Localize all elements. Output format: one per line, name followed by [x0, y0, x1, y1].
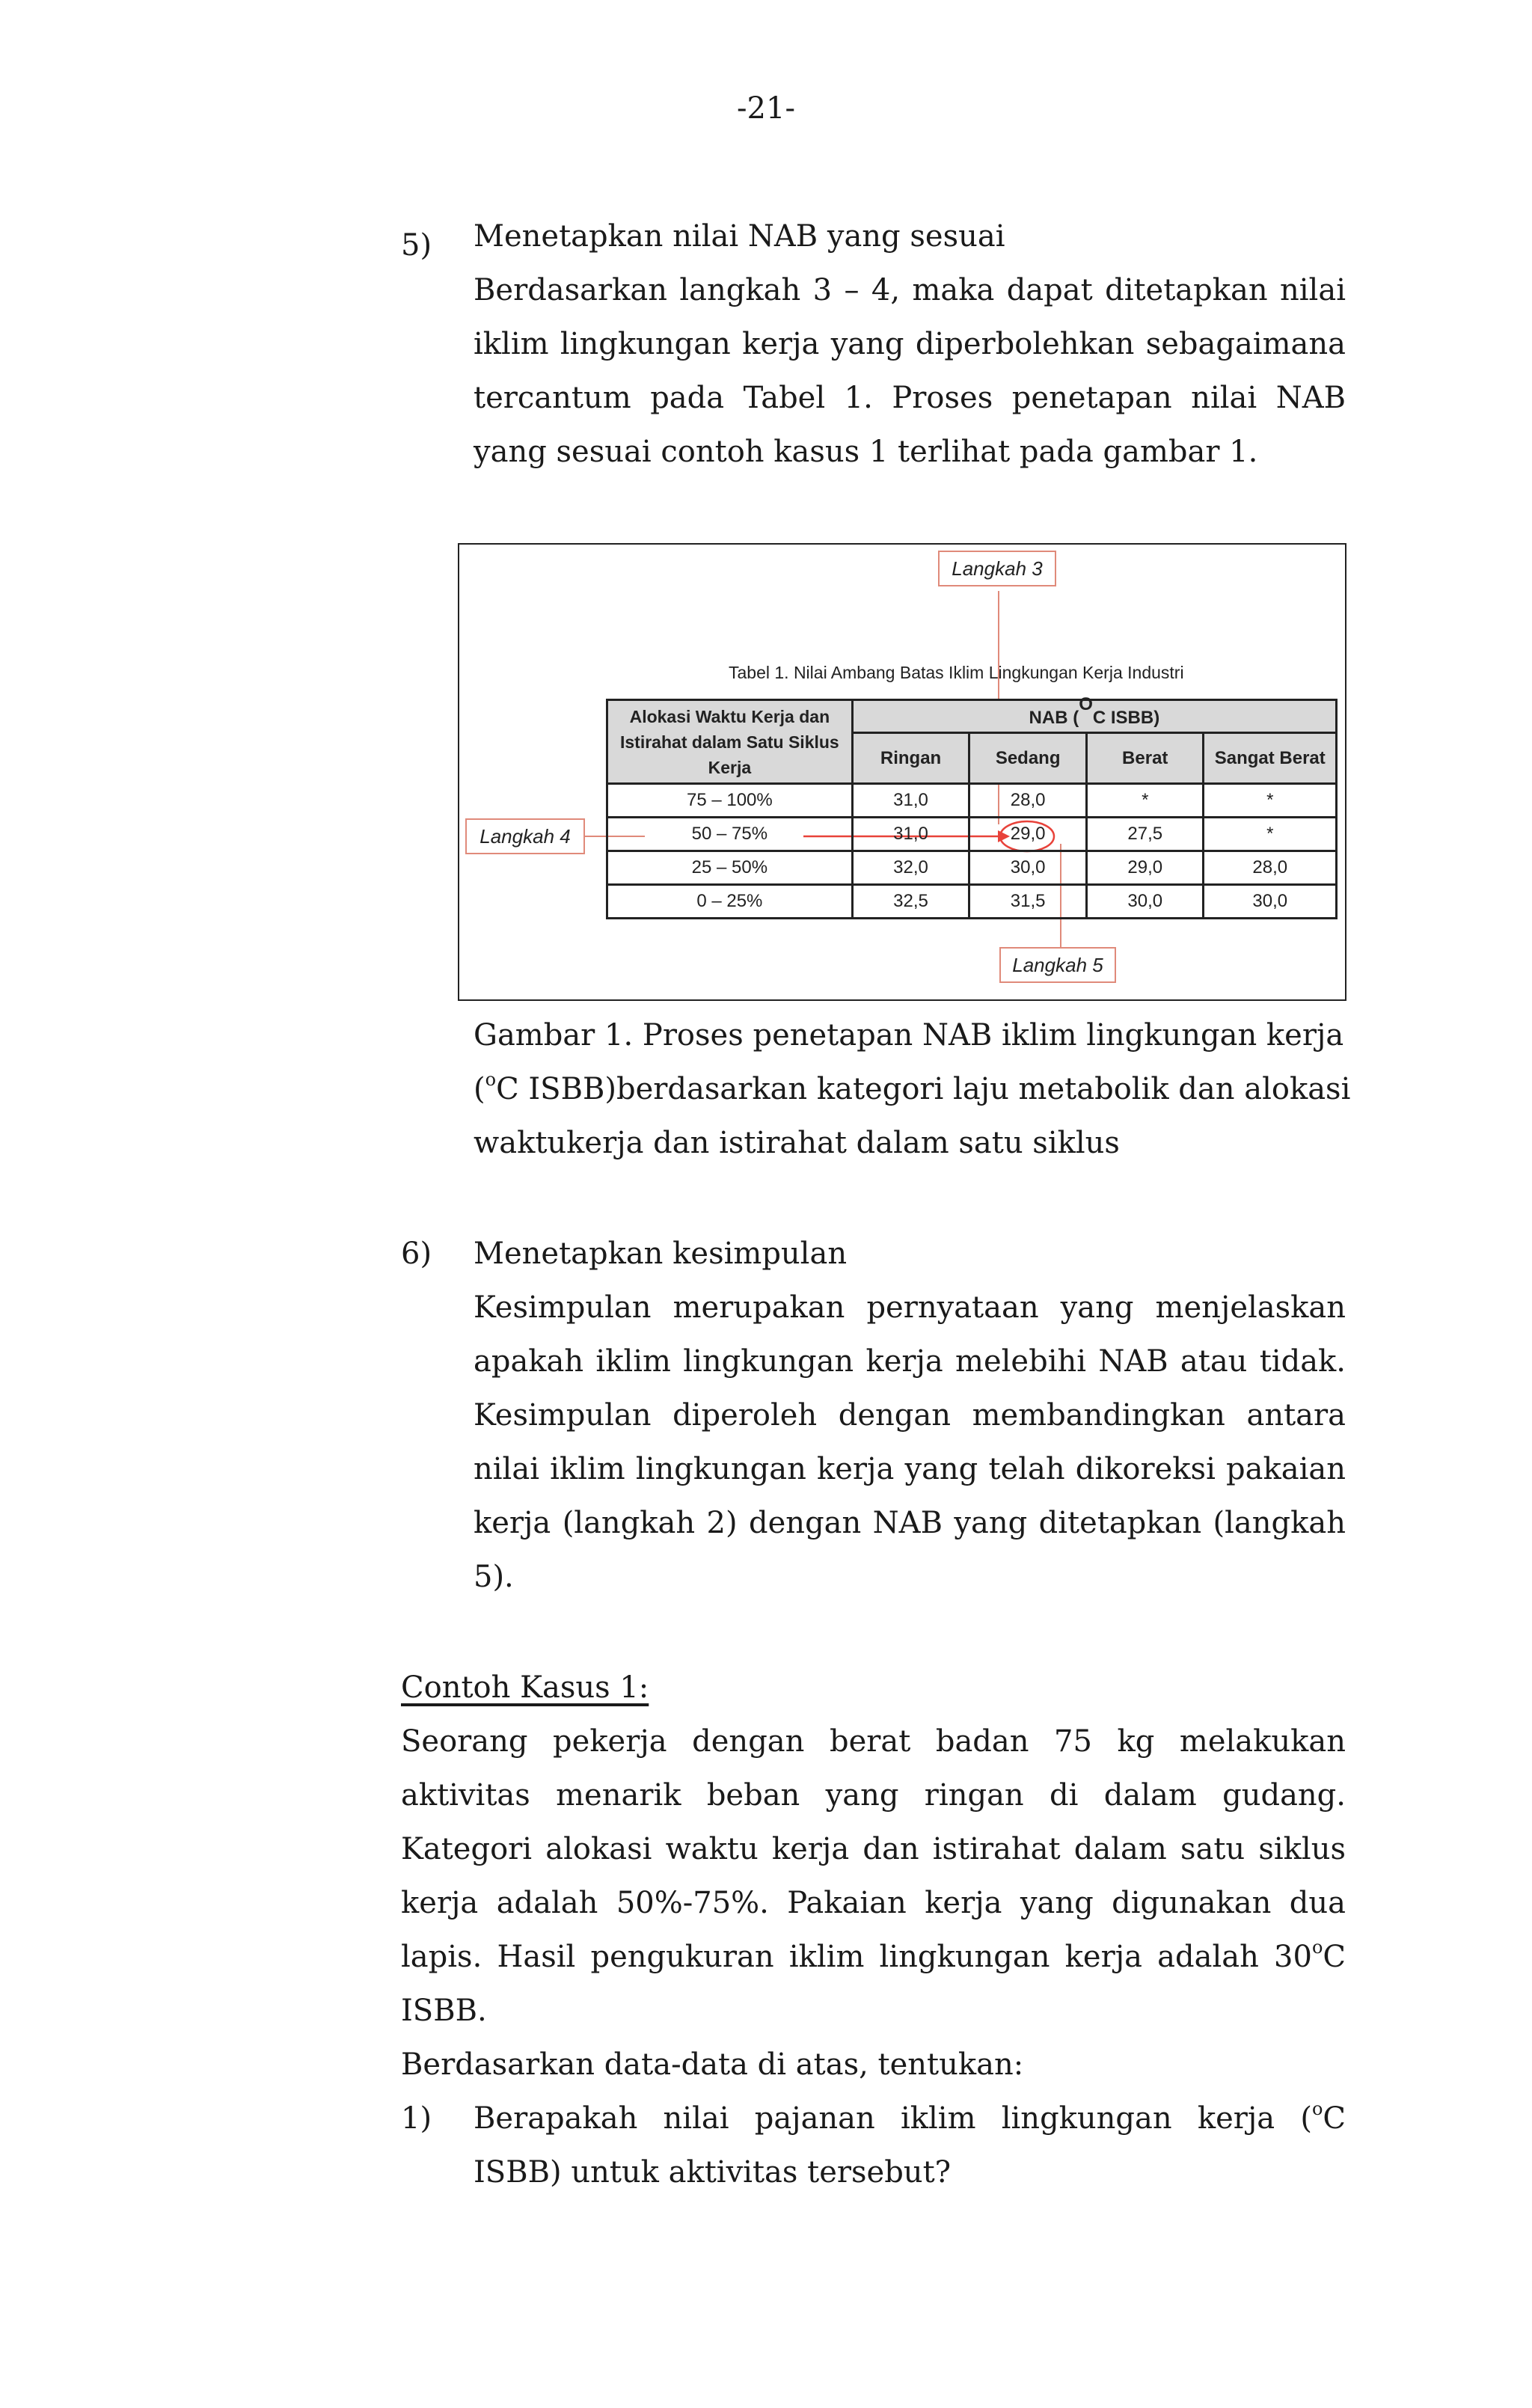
subheader-ringan: Ringan [852, 733, 969, 784]
section-5-body: Berdasarkan langkah 3 – 4, maka dapat ditetapkan nilai iklim lingkungan kerja yang diperbolehkan sebagaimana tercantum pada Tabel 1. Proses penetapan nilai NAB yang sesuai contoh kasus 1 terlihat pada gambar 1. [474, 273, 1346, 469]
cell-value: 29,0 [1086, 851, 1204, 885]
cell-value: 28,0 [1204, 851, 1337, 885]
cell-alokasi: 0 – 25% [607, 885, 853, 919]
section-5-heading: Menetapkan nilai NAB yang sesuai [474, 219, 1005, 254]
figure-caption-line-3: waktukerja dan istirahat dalam satu siklus [474, 1126, 1120, 1160]
cell-value: 30,0 [969, 851, 1087, 885]
cell-value: 31,5 [969, 885, 1087, 919]
header-allocation: Alokasi Waktu Kerja dan Istirahat dalam Satu Siklus Kerja [607, 700, 853, 784]
section-6-heading: Menetapkan kesimpulan [474, 1237, 848, 1271]
cell-value: 27,5 [1086, 818, 1204, 851]
table-row [607, 784, 1337, 818]
cell-value-selected: 29,0 [969, 818, 1087, 851]
cell-value: 30,0 [1086, 885, 1204, 919]
section-6-number: 6) [401, 1237, 432, 1271]
question-1-number: 1) [401, 2101, 432, 2136]
subheader-sangat-berat: Sangat Berat [1204, 733, 1337, 784]
subheader-berat: Berat [1086, 733, 1204, 784]
cell-value: 31,0 [852, 784, 969, 818]
langkah-4-callout: Langkah 4 [465, 818, 585, 854]
example-body: Seorang pekerja dengan berat badan 75 kg melakukan aktivitas menarik beban yang ringan di dalam gudang. Kategori alokasi waktu kerja dan istirahat dalam satu siklus kerja adalah 50%-75%. Pakaian kerja yang digunakan dua lapis. Hasil pengukuran iklim lingkungan kerja adalah 30$^o$C ISBB. [401, 1724, 1346, 2028]
cell-alokasi: 25 – 50% [607, 851, 853, 885]
cell-value: 32,0 [852, 851, 969, 885]
table-row [607, 818, 1337, 851]
section-5-number: 5) [401, 228, 432, 263]
cell-value: * [1204, 818, 1337, 851]
figure-caption-line-1: Gambar 1. Proses penetapan NAB iklim lingkungan kerja [474, 1018, 1344, 1053]
cell-alokasi: 75 – 100% [607, 784, 853, 818]
table-title: Tabel 1. Nilai Ambang Batas Iklim Lingkungan Kerja Industri [729, 663, 1184, 682]
page-number: -21- [737, 91, 795, 126]
table-row [607, 885, 1337, 919]
cell-value: 31,0 [852, 818, 969, 851]
figure-1 [458, 543, 1346, 1001]
cell-value: 28,0 [969, 784, 1087, 818]
langkah-3-callout: Langkah 3 [938, 551, 1056, 586]
nab-table [606, 693, 1338, 919]
example-title: Contoh Kasus 1: [401, 1670, 649, 1705]
cell-value: * [1086, 784, 1204, 818]
langkah-5-callout: Langkah 5 [999, 947, 1116, 983]
table-row [607, 851, 1337, 885]
cell-alokasi: 50 – 75% [607, 818, 853, 851]
question-1-text: Berapakah nilai pajanan iklim lingkungan kerja ($^o$C ISBB) untuk aktivitas tersebut? [474, 2098, 1346, 2190]
header-nab: NAB ($^O$C ISBB) [852, 700, 1336, 733]
subheader-sedang: Sedang [969, 733, 1087, 784]
figure-caption-line-2: ($^o$C ISBB)berdasarkan kategori laju metabolik dan alokasi [474, 1069, 1351, 1106]
example-intro: Berdasarkan data-data di atas, tentukan: [401, 2047, 1024, 2082]
cell-value: 32,5 [852, 885, 969, 919]
cell-value: * [1204, 784, 1337, 818]
section-6-body: Kesimpulan merupakan pernyataan yang menjelaskan apakah iklim lingkungan kerja melebihi NAB atau tidak. Kesimpulan diperoleh dengan membandingkan antara nilai iklim lingkungan kerja yang telah dikoreksi pakaian kerja (langkah 2) dengan NAB yang ditetapkan (langkah 5). [474, 1290, 1346, 1594]
cell-value: 30,0 [1204, 885, 1337, 919]
